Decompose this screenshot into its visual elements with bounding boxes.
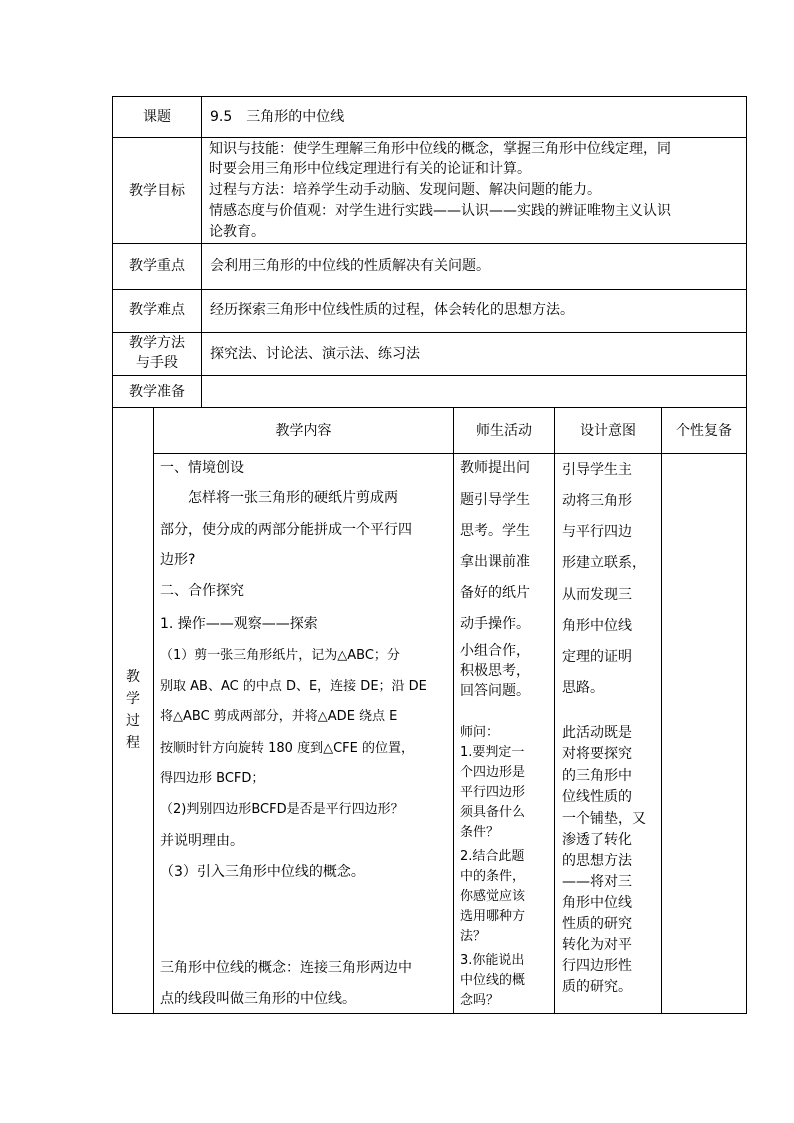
process-side-char: 学: [126, 691, 140, 707]
process-col-divider: [554, 407, 555, 1014]
preparation-label: 教学准备: [129, 384, 185, 400]
content-line: （2)判别四边形BCFD是否是平行四边形？: [160, 802, 404, 817]
goals-label: 教学目标: [129, 183, 185, 199]
content-line: 并说明理由。: [160, 833, 244, 849]
row-divider: [112, 289, 747, 290]
label-column-divider: [201, 96, 202, 408]
activity-line: 你感觉应该: [460, 889, 526, 904]
content-line: 三角形中位线的概念：连接三角形两边中: [160, 960, 412, 976]
table-border-right: [746, 96, 747, 1014]
content-line: （1）剪一张三角形纸片，记为△ABC；分: [160, 648, 400, 663]
row-divider: [112, 375, 747, 376]
process-side-char: 过: [126, 713, 140, 729]
content-line: 别取 AB、AC 的中点 D、E，连接 DE；沿 DE: [160, 679, 427, 694]
activity-line: 念吗？: [460, 993, 500, 1008]
activity-line: 小组合作，: [460, 643, 530, 659]
intent-line: 位线性质的: [562, 789, 632, 805]
activity-line: 动手操作。: [460, 616, 530, 632]
intent-line: 一个铺垫，又: [562, 811, 646, 827]
intent-line: 引导学生主: [562, 462, 632, 478]
intent-line: 转化为对平: [562, 937, 632, 953]
intent-line: 对将要探究: [562, 746, 632, 762]
topic-label: 课题: [143, 109, 171, 125]
content-line: 二、合作探究: [160, 583, 244, 599]
row-divider: [112, 332, 747, 333]
activity-line: 中位线的概: [460, 973, 526, 988]
intent-line: 渗透了转化: [562, 832, 632, 848]
intent-line: 此活动既是: [562, 725, 632, 741]
process-header-divider: [153, 453, 747, 454]
method-value: 探究法、讨论法、演示法、练习法: [210, 346, 420, 362]
content-line: 怎样将一张三角形的硬纸片剪成两: [160, 490, 398, 506]
method-label-line2: 与手段: [136, 355, 178, 371]
activity-line: 平行四边形: [460, 785, 526, 800]
difficult-point-label: 教学难点: [129, 302, 185, 318]
activity-line: 回答问题。: [460, 683, 530, 699]
col-header-intent: 设计意图: [580, 423, 636, 439]
intent-line: 角形中位线: [562, 895, 632, 911]
process-side-char: 程: [126, 735, 140, 751]
row-divider: [112, 407, 747, 408]
content-line: 按顺时针方向旋转 180 度到△CFE 的位置，: [160, 741, 414, 756]
key-point-label: 教学重点: [129, 258, 185, 274]
table-border-top: [112, 96, 747, 97]
intent-line: 动将三角形: [562, 493, 632, 509]
difficult-point-value: 经历探索三角形中位线性质的过程，体会转化的思想方法。: [210, 302, 574, 318]
activity-line: 思考。学生: [460, 523, 530, 539]
table-border-bottom: [112, 1013, 747, 1014]
method-label-line1: 教学方法: [129, 335, 185, 351]
process-side-divider: [153, 407, 154, 1014]
process-col-divider: [453, 407, 454, 1014]
intent-line: 定理的证明: [562, 649, 632, 665]
intent-line: 的思想方法: [562, 853, 632, 869]
activity-line: 教师提出问: [460, 460, 530, 476]
intent-line: 形建立联系，: [562, 555, 646, 571]
activity-line: 题引导学生: [460, 492, 530, 508]
activity-line: 选用哪种方: [460, 909, 526, 924]
activity-line: 备好的纸片: [460, 585, 530, 601]
content-line: （3）引入三角形中位线的概念。: [160, 864, 365, 880]
activity-line: 3.你能说出: [460, 953, 525, 968]
goals-line: 情感态度与价值观：对学生进行实践——认识——实践的辨证唯物主义认识: [209, 203, 671, 219]
goals-line: 知识与技能：使学生理解三角形中位线的概念，掌握三角形中位线定理，同: [209, 141, 671, 157]
activity-line: 法？: [460, 929, 487, 944]
intent-line: 从而发现三: [562, 587, 632, 603]
intent-line: 思路。: [562, 680, 604, 696]
intent-line: 质的研究。: [562, 979, 632, 995]
content-line: 一、情境创设: [160, 460, 244, 476]
activity-line: 中的条件，: [460, 869, 526, 884]
content-line: 得四边形 BCFD；: [160, 771, 265, 786]
col-header-notes: 个性复备: [676, 423, 732, 439]
intent-line: 性质的研究: [562, 916, 632, 932]
activity-line: 2.结合此题: [460, 849, 525, 864]
content-line: 部分，使分成的两部分能拼成一个平行四: [160, 522, 412, 538]
intent-line: 与平行四边: [562, 524, 632, 540]
goals-line: 论教育。: [209, 224, 265, 240]
content-line: 点的线段叫做三角形的中位线。: [160, 991, 356, 1007]
row-divider: [112, 243, 747, 244]
activity-line: 师问：: [460, 725, 500, 740]
table-border-left: [112, 96, 113, 1014]
intent-line: ——将对三: [562, 874, 632, 890]
process-col-divider: [661, 407, 662, 1014]
col-header-activity: 师生活动: [476, 423, 532, 439]
activity-line: 1.要判定一: [460, 745, 525, 760]
intent-line: 行四边形性: [562, 958, 632, 974]
activity-line: 拿出课前准: [460, 554, 530, 570]
activity-line: 条件？: [460, 825, 500, 840]
intent-line: 的三角形中: [562, 768, 632, 784]
activity-line: 积极思考，: [460, 663, 530, 679]
process-side-char: 教: [126, 669, 140, 685]
content-line: 将△ABC 剪成两部分，并将△ADE 绕点 E: [160, 709, 398, 724]
content-line: 1. 操作——观察——探索: [160, 616, 318, 632]
topic-value: 9.5 三角形的中位线: [210, 109, 345, 125]
activity-line: 个四边形是: [460, 765, 526, 780]
activity-line: 须具备什么: [460, 805, 526, 820]
content-line: 边形?: [160, 552, 196, 568]
key-point-value: 会利用三角形的中位线的性质解决有关问题。: [210, 258, 490, 274]
col-header-content: 教学内容: [275, 423, 332, 439]
goals-line: 时要会用三角形中位线定理进行有关的论证和计算。: [209, 161, 531, 177]
goals-line: 过程与方法：培养学生动手动脑、发现问题、解决问题的能力。: [209, 182, 601, 198]
intent-line: 角形中位线: [562, 618, 632, 634]
